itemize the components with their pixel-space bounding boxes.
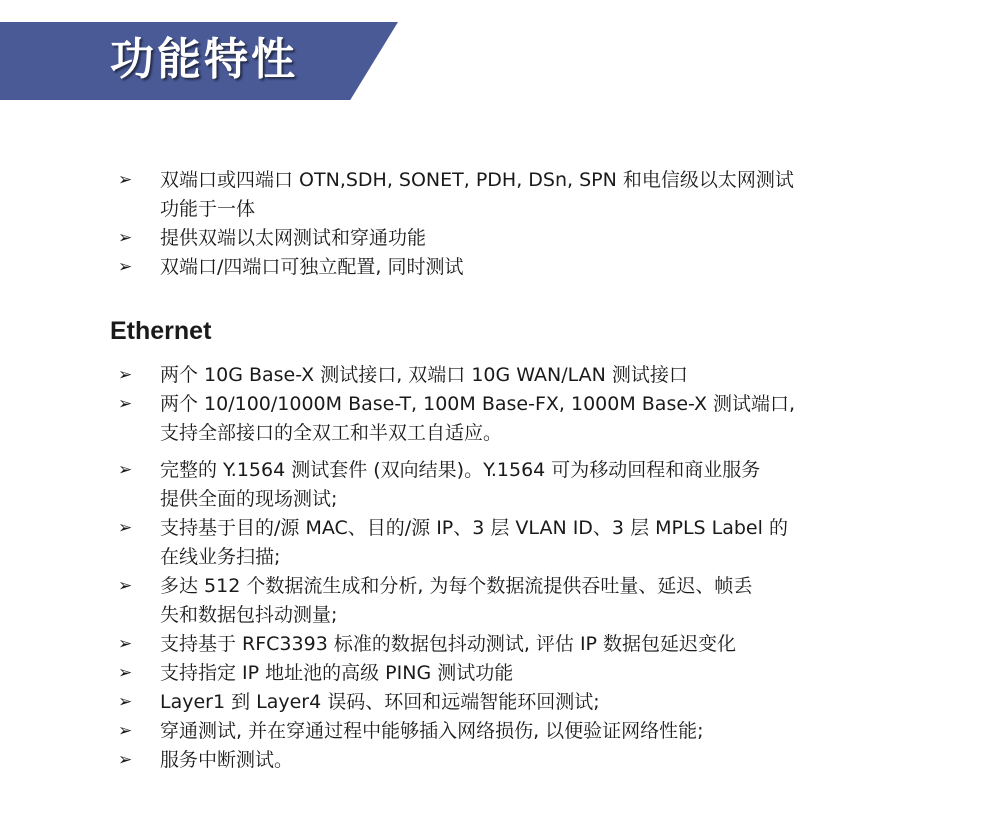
list-item-text: 双端口或四端口 OTN,SDH, SONET, PDH, DSn, SPN 和电信级以太网测试 [160,169,794,191]
list-item [0,224,990,253]
list-item-text: 穿通测试, 并在穿通过程中能够插入网络损伤, 以便验证网络性能; [160,720,704,742]
list-item-text: 功能于一体 [160,198,256,220]
bullet-arrow-icon: ➢ [118,170,133,190]
list-item [0,390,990,419]
list-item-text: 支持基于 RFC3393 标准的数据包抖动测试, 评估 IP 数据包延迟变化 [160,633,737,655]
list-item-text: 支持指定 IP 地址池的高级 PING 测试功能 [160,662,514,684]
bullet-arrow-icon: ➢ [118,394,133,414]
list-item-text: Layer1 到 Layer4 误码、环回和远端智能环回测试; [160,691,600,713]
bullet-arrow-icon: ➢ [118,460,133,480]
list-item-text: 服务中断测试。 [160,749,294,771]
list-item [0,166,990,195]
bullet-arrow-icon: ➢ [118,576,133,596]
list-item [0,572,990,601]
list-item-text: 支持基于目的/源 MAC、目的/源 IP、3 层 VLAN ID、3 层 MPLS Label 的 [160,517,788,539]
list-item [0,514,990,543]
ethernet-heading: Ethernet [110,317,212,345]
page-title: 功能特性 [110,34,298,85]
bullet-arrow-icon: ➢ [118,721,133,741]
bullet-arrow-icon: ➢ [118,634,133,654]
list-item-text: 在线业务扫描; [160,546,281,568]
features-list [0,166,990,282]
ethernet-list [0,361,990,775]
list-item-text: 两个 10G Base-X 测试接口, 双端口 10G WAN/LAN 测试接口 [160,364,688,386]
list-item [0,688,990,717]
bullet-arrow-icon: ➢ [118,518,133,538]
list-item-text: 完整的 Y.1564 测试套件 (双向结果)。Y.1564 可为移动回程和商业服务 [160,459,761,481]
list-item-continuation [0,485,990,514]
list-item-text: 提供全面的现场测试; [160,488,338,510]
list-item-text: 支持全部接口的全双工和半双工自适应。 [160,422,503,444]
list-item-text: 失和数据包抖动测量; [160,604,338,626]
list-item-continuation [0,601,990,630]
bullet-arrow-icon: ➢ [118,257,133,277]
list-item-continuation [0,195,990,224]
bullet-arrow-icon: ➢ [118,750,133,770]
list-item-continuation [0,419,990,448]
bullet-arrow-icon: ➢ [118,663,133,683]
list-item [0,746,990,775]
list-item [0,253,990,282]
list-item-text: 提供双端以太网测试和穿通功能 [160,227,427,249]
list-item-text: 多达 512 个数据流生成和分析, 为每个数据流提供吞吐量、延迟、帧丢 [160,575,753,597]
list-item [0,456,990,485]
list-item [0,630,990,659]
list-item-text: 双端口/四端口可独立配置, 同时测试 [160,256,464,278]
bullet-arrow-icon: ➢ [118,692,133,712]
bullet-arrow-icon: ➢ [118,228,133,248]
list-item [0,361,990,390]
list-item [0,717,990,746]
list-item [0,659,990,688]
list-item-continuation [0,543,990,572]
list-item-text: 两个 10/100/1000M Base-T, 100M Base-FX, 1000M Base-X 测试端口, [160,393,796,415]
bullet-arrow-icon: ➢ [118,365,133,385]
